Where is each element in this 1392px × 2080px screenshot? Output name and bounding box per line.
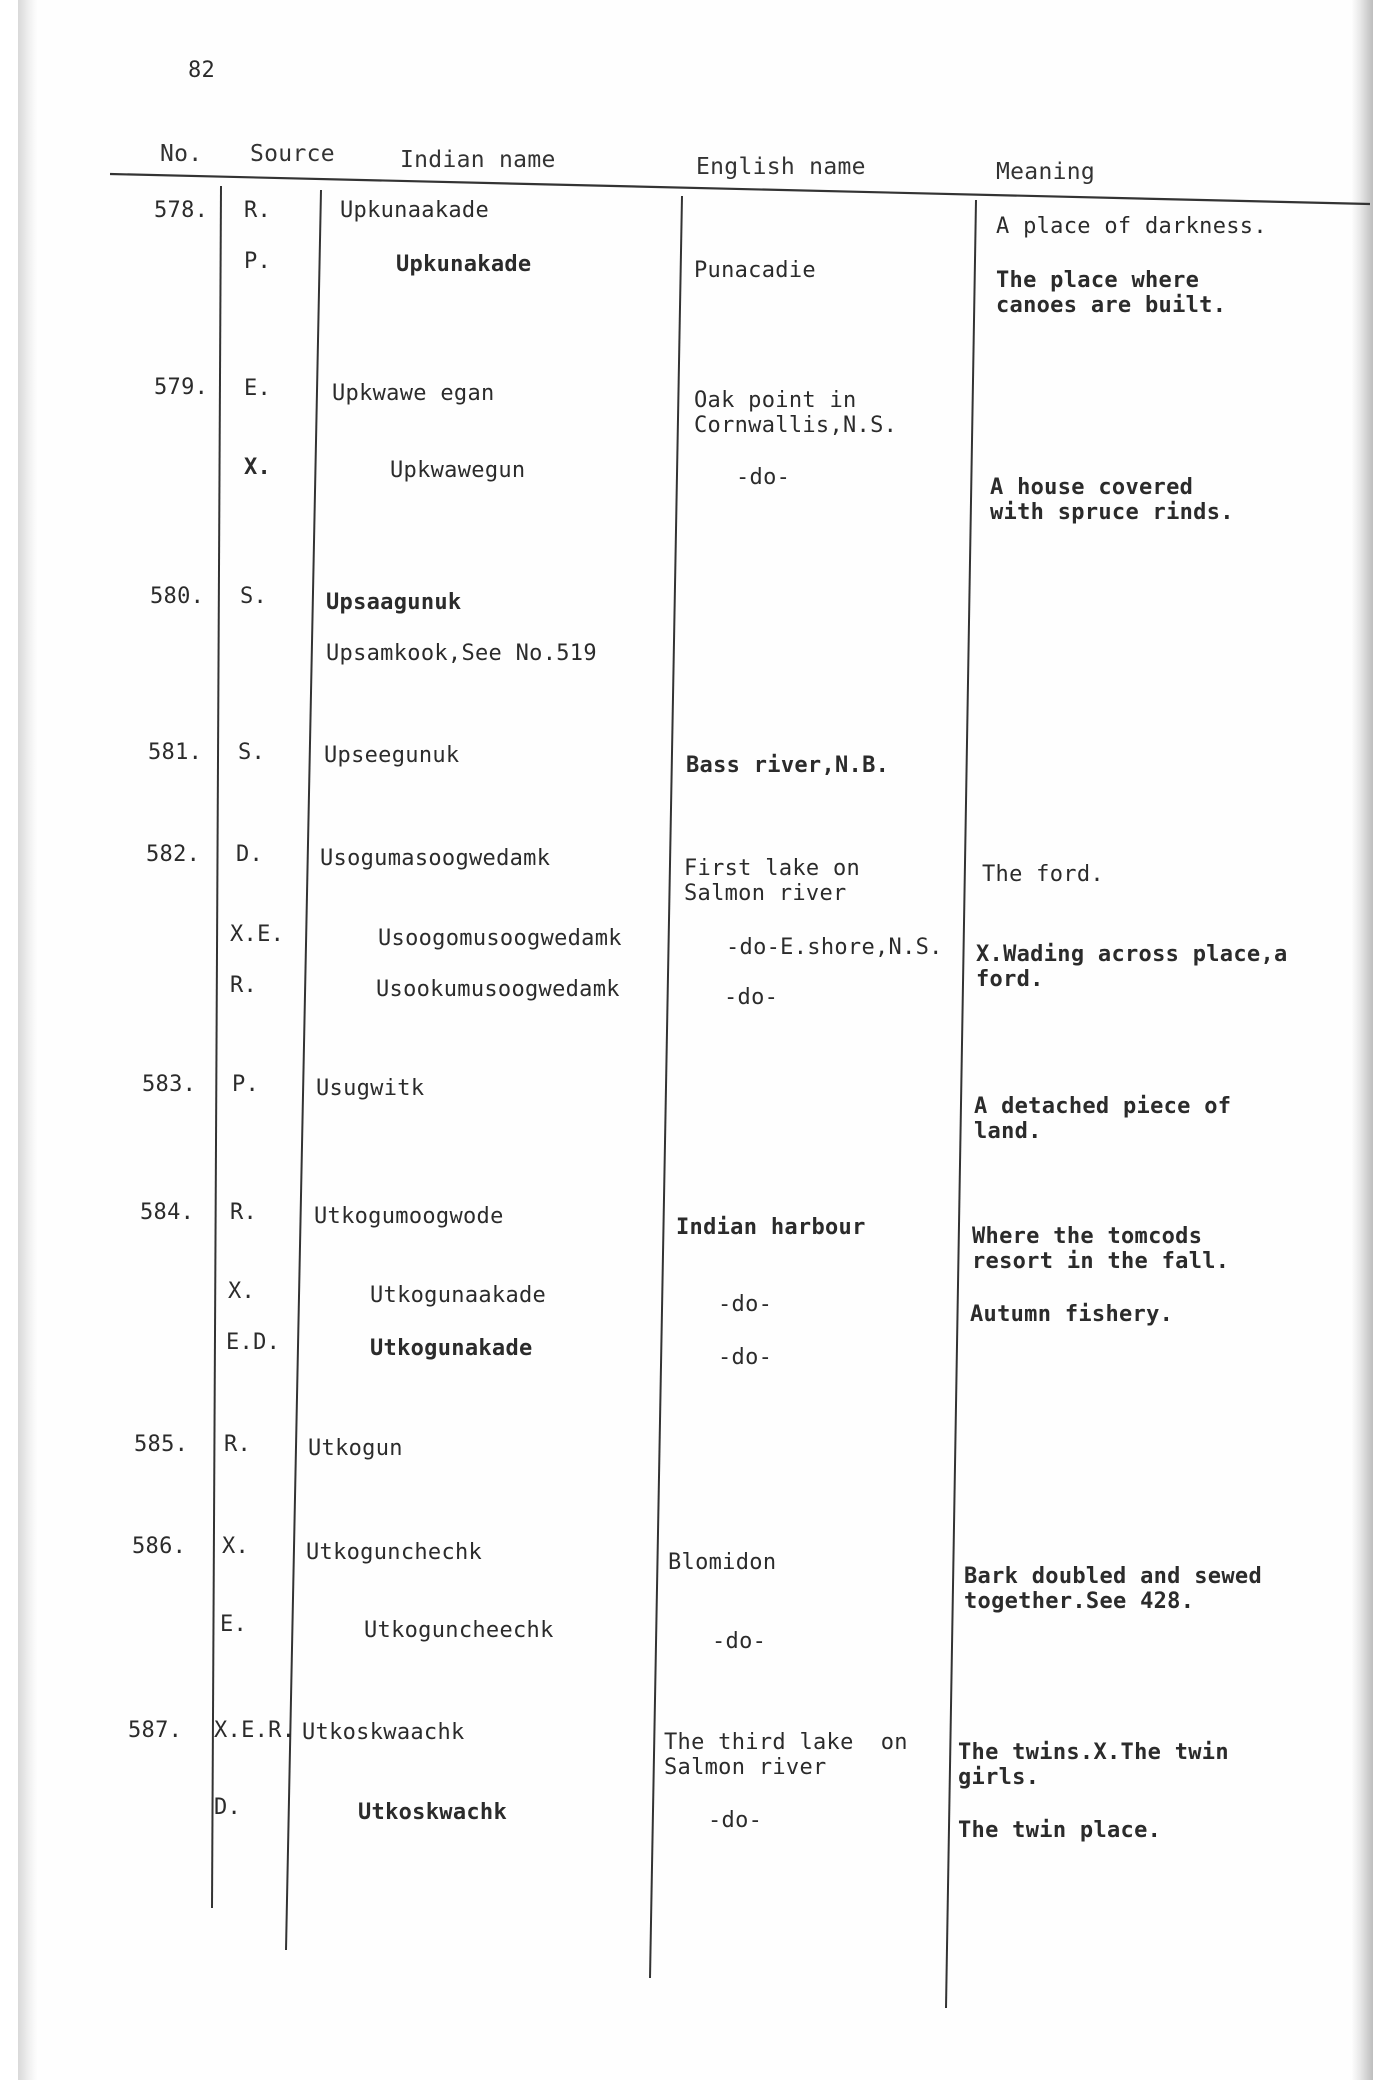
entry-580-no: 580. [150,584,205,609]
entry-582-source-3: R. [230,973,258,998]
page-number: 82 [188,58,216,83]
entry-582-indian-2: Usoogomusoogwedamk [378,926,622,951]
entry-581-indian-1: Upseegunuk [324,743,460,768]
entry-585-source-1: R. [224,1432,252,1457]
entry-584-meaning-2: Autumn fishery. [970,1302,1174,1327]
entry-579-english-2: -do- [736,465,791,490]
rule-meaning [946,200,976,2008]
entry-586-indian-1: Utkogunchechk [306,1540,483,1565]
entry-578-english-2: Punacadie [694,258,816,283]
entry-586-english-1: Blomidon [668,1550,777,1575]
header-english-name: English name [696,154,866,180]
entry-582-meaning-1: The ford. [982,862,1104,887]
entry-582-source-2: X.E. [230,922,285,947]
entry-582-english-3: -do- [724,985,779,1010]
entry-585-indian-1: Utkogun [308,1436,403,1461]
entry-587-meaning-1: The twins.X.The twin girls. [958,1740,1229,1790]
entry-580-indian-2: Upsamkook,See No.519 [326,641,597,666]
entry-578-source-2: P. [244,249,272,274]
entry-580-source-1: S. [240,584,268,609]
entry-585-no: 585. [134,1432,189,1457]
entry-584-no: 584. [140,1200,195,1225]
entry-587-english-2: -do- [708,1808,763,1833]
entry-581-no: 581. [148,740,203,765]
entry-586-no: 586. [132,1534,187,1559]
entry-587-source-1: X.E.R. [214,1718,296,1743]
entry-582-no: 582. [146,842,201,867]
entry-578-meaning-2: The place where canoes are built. [996,268,1227,318]
entry-587-meaning-2: The twin place. [958,1818,1162,1843]
entry-582-english-1: First lake on Salmon river [684,856,861,906]
entry-578-source-1: R. [244,198,272,223]
entry-584-indian-2: Utkogunaakade [370,1283,547,1308]
entry-579-indian-2: Upkwawegun [390,458,526,483]
entry-584-english-2: -do- [718,1292,773,1317]
entry-581-source-1: S. [238,740,266,765]
entry-583-meaning-1: A detached piece of land. [974,1094,1232,1144]
entry-586-source-2: E. [220,1612,248,1637]
entry-586-indian-2: Utkoguncheechk [364,1618,554,1643]
document-page [18,0,1373,2080]
entry-578-indian-1: Upkunaakade [340,198,489,223]
header-no: No. [160,141,203,167]
entry-582-indian-1: Usogumasoogwedamk [320,846,551,871]
rule-source [212,186,221,1908]
entry-586-english-2: -do- [712,1629,767,1654]
entry-579-meaning-2: A house covered with spruce rinds. [990,475,1234,525]
entry-579-english-1: Oak point in Cornwallis,N.S. [694,388,898,438]
entry-584-english-3: -do- [718,1345,773,1370]
entry-581-english-1: Bass river,N.B. [686,753,890,778]
entry-584-source-2: X. [228,1279,256,1304]
entry-582-indian-3: Usookumusoogwedamk [376,977,620,1002]
entry-579-source-2: X. [244,455,272,480]
entry-584-english-1: Indian harbour [676,1215,866,1240]
entry-586-meaning-1: Bark doubled and sewed together.See 428. [964,1564,1262,1614]
entry-579-source-1: E. [244,376,272,401]
entry-579-indian-1: Upkwawe egan [332,381,495,406]
entry-582-source-1: D. [236,842,264,867]
entry-584-source-1: R. [230,1200,258,1225]
header-underline [110,174,1370,204]
entry-584-meaning-1: Where the tomcods resort in the fall. [972,1224,1230,1274]
entry-587-indian-2: Utkoskwachk [358,1800,507,1825]
entry-587-source-2: D. [214,1795,242,1820]
entry-584-source-3: E.D. [226,1330,281,1355]
entry-579-no: 579. [154,375,209,400]
entry-587-no: 587. [128,1718,183,1743]
header-meaning: Meaning [996,159,1096,185]
entry-578-meaning-1: A place of darkness. [996,214,1267,239]
entry-578-indian-2: Upkunakade [396,252,532,277]
rule-english [650,196,682,1978]
entry-587-english-1: The third lake on Salmon river [664,1730,908,1780]
entry-584-indian-3: Utkogunakade [370,1336,533,1361]
header-source: Source [250,141,335,167]
entry-586-source-1: X. [222,1534,250,1559]
entry-583-source-1: P. [232,1072,260,1097]
entry-582-english-2: -do-E.shore,N.S. [726,935,943,960]
entry-587-indian-1: Utkoskwaachk [302,1720,465,1745]
entry-584-indian-1: Utkogumoogwode [314,1204,504,1229]
entry-578-no: 578. [154,198,209,223]
entry-580-indian-1: Upsaagunuk [326,590,462,615]
entry-583-no: 583. [142,1072,197,1097]
header-indian-name: Indian name [400,147,556,173]
entry-582-meaning-2: X.Wading across place,a ford. [976,942,1288,992]
entry-583-indian-1: Usugwitk [316,1076,425,1101]
rule-indian [286,190,321,1950]
